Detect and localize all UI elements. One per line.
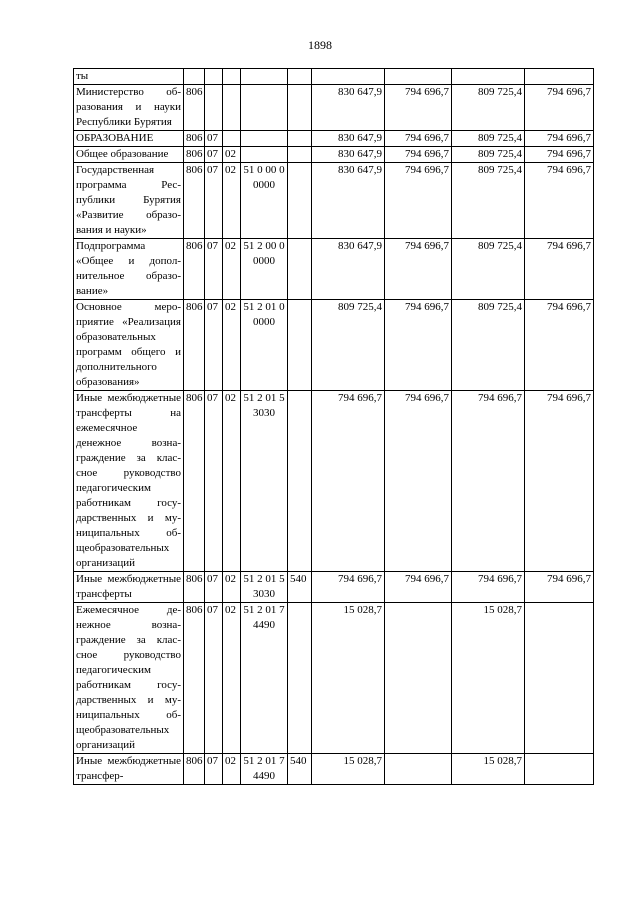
page-number: 1898 [308, 38, 332, 52]
amount-cell [525, 603, 594, 754]
amount-cell [452, 69, 525, 85]
amount-cell: 794 696,7 [525, 300, 594, 391]
grbs-code-cell: 806 [184, 239, 205, 300]
row-name-cell: Государственная программа Республики Бурятия «Развитие образования и науки» [74, 163, 184, 239]
amount-cell: 794 696,7 [525, 572, 594, 603]
row-name-cell: Иные межбюджетные трансферты [74, 572, 184, 603]
amount-cell: 794 696,7 [312, 572, 385, 603]
expense-type-cell [288, 85, 312, 131]
amount-cell: 794 696,7 [452, 391, 525, 572]
grbs-code-cell: 806 [184, 391, 205, 572]
table-row [74, 239, 594, 300]
amount-cell: 794 696,7 [385, 147, 452, 163]
grbs-code-cell: 806 [184, 754, 205, 785]
section-code-cell [205, 69, 223, 85]
table-row [74, 131, 594, 147]
amount-cell: 794 696,7 [385, 85, 452, 131]
table-row [74, 300, 594, 391]
grbs-code-cell: 806 [184, 603, 205, 754]
amount-cell: 794 696,7 [385, 391, 452, 572]
table-row [74, 754, 594, 785]
subsection-code-cell: 02 [223, 603, 241, 754]
table-row [74, 391, 594, 572]
amount-cell: 794 696,7 [525, 239, 594, 300]
subsection-code-cell: 02 [223, 754, 241, 785]
amount-cell: 794 696,7 [385, 163, 452, 239]
amount-cell: 794 696,7 [385, 300, 452, 391]
expense-type-cell [288, 163, 312, 239]
grbs-code-cell: 806 [184, 572, 205, 603]
amount-cell: 830 647,9 [312, 147, 385, 163]
target-article-cell: 51 0 00 00000 [241, 163, 288, 239]
amount-cell: 15 028,7 [452, 603, 525, 754]
expense-type-cell [288, 131, 312, 147]
amount-cell [385, 69, 452, 85]
subsection-code-cell [223, 85, 241, 131]
amount-cell: 15 028,7 [452, 754, 525, 785]
amount-cell: 794 696,7 [385, 572, 452, 603]
amount-cell [525, 754, 594, 785]
target-article-cell [241, 131, 288, 147]
amount-cell [525, 69, 594, 85]
amount-cell: 794 696,7 [525, 163, 594, 239]
row-name-cell: ты [74, 69, 184, 85]
section-code-cell: 07 [205, 163, 223, 239]
subsection-code-cell [223, 131, 241, 147]
amount-cell: 809 725,4 [452, 147, 525, 163]
section-code-cell: 07 [205, 147, 223, 163]
subsection-code-cell: 02 [223, 391, 241, 572]
section-code-cell: 07 [205, 754, 223, 785]
subsection-code-cell: 02 [223, 239, 241, 300]
amount-cell: 809 725,4 [452, 300, 525, 391]
amount-cell: 809 725,4 [452, 131, 525, 147]
amount-cell: 830 647,9 [312, 163, 385, 239]
grbs-code-cell: 806 [184, 300, 205, 391]
subsection-code-cell: 02 [223, 300, 241, 391]
expense-type-cell [288, 147, 312, 163]
row-name-cell: Иные межбюджетные трансфер- [74, 754, 184, 785]
grbs-code-cell: 806 [184, 147, 205, 163]
target-article-cell: 51 2 01 00000 [241, 300, 288, 391]
row-name-cell: Подпрограмма «Общее и дополнительное образование» [74, 239, 184, 300]
amount-cell: 809 725,4 [312, 300, 385, 391]
table-row [74, 572, 594, 603]
section-code-cell: 07 [205, 239, 223, 300]
expense-type-cell: 540 [288, 754, 312, 785]
target-article-cell [241, 147, 288, 163]
amount-cell: 794 696,7 [452, 572, 525, 603]
target-article-cell: 51 2 01 74490 [241, 754, 288, 785]
expense-type-cell [288, 300, 312, 391]
section-code-cell [205, 85, 223, 131]
expense-type-cell [288, 69, 312, 85]
amount-cell: 794 696,7 [385, 239, 452, 300]
expense-type-cell [288, 239, 312, 300]
amount-cell: 15 028,7 [312, 754, 385, 785]
grbs-code-cell: 806 [184, 85, 205, 131]
section-code-cell: 07 [205, 572, 223, 603]
section-code-cell: 07 [205, 603, 223, 754]
subsection-code-cell: 02 [223, 147, 241, 163]
amount-cell: 794 696,7 [525, 131, 594, 147]
row-name-cell: Ежемесячное денежное вознаграждение за классное руководство педагогическим работникам государственных и муниципальных общеобразовательных организаций [74, 603, 184, 754]
amount-cell [312, 69, 385, 85]
amount-cell [385, 754, 452, 785]
expense-type-cell [288, 603, 312, 754]
amount-cell: 809 725,4 [452, 85, 525, 131]
grbs-code-cell [184, 69, 205, 85]
amount-cell: 830 647,9 [312, 239, 385, 300]
amount-cell: 809 725,4 [452, 239, 525, 300]
target-article-cell [241, 69, 288, 85]
table-row [74, 147, 594, 163]
amount-cell: 794 696,7 [525, 391, 594, 572]
expense-type-cell [288, 391, 312, 572]
section-code-cell: 07 [205, 391, 223, 572]
target-article-cell: 51 2 01 53030 [241, 391, 288, 572]
amount-cell: 794 696,7 [525, 85, 594, 131]
target-article-cell: 51 2 01 53030 [241, 572, 288, 603]
amount-cell: 794 696,7 [312, 391, 385, 572]
row-name-cell: Иные межбюджетные трансферты на ежемесячное денежное вознаграждение за классное руководство педагогическим работникам государственных и муниципальных общеобразовательных организаций [74, 391, 184, 572]
table-row [74, 85, 594, 131]
amount-cell: 794 696,7 [385, 131, 452, 147]
subsection-code-cell: 02 [223, 572, 241, 603]
subsection-code-cell [223, 69, 241, 85]
amount-cell: 809 725,4 [452, 163, 525, 239]
table-row [74, 603, 594, 754]
target-article-cell: 51 2 00 00000 [241, 239, 288, 300]
row-name-cell: Общее образование [74, 147, 184, 163]
row-name-cell: Министерство образования и науки Республики Бурятия [74, 85, 184, 131]
amount-cell: 794 696,7 [525, 147, 594, 163]
budget-table [73, 68, 594, 785]
row-name-cell: Основное мероприятие «Реализация образовательных программ общего и дополнительного образования» [74, 300, 184, 391]
amount-cell: 830 647,9 [312, 85, 385, 131]
section-code-cell: 07 [205, 131, 223, 147]
subsection-code-cell: 02 [223, 163, 241, 239]
amount-cell: 830 647,9 [312, 131, 385, 147]
target-article-cell [241, 85, 288, 131]
amount-cell [385, 603, 452, 754]
section-code-cell: 07 [205, 300, 223, 391]
table-row [74, 163, 594, 239]
amount-cell: 15 028,7 [312, 603, 385, 754]
grbs-code-cell: 806 [184, 131, 205, 147]
expense-type-cell: 540 [288, 572, 312, 603]
row-name-cell: ОБРАЗОВАНИЕ [74, 131, 184, 147]
target-article-cell: 51 2 01 74490 [241, 603, 288, 754]
table-row [74, 69, 594, 85]
grbs-code-cell: 806 [184, 163, 205, 239]
